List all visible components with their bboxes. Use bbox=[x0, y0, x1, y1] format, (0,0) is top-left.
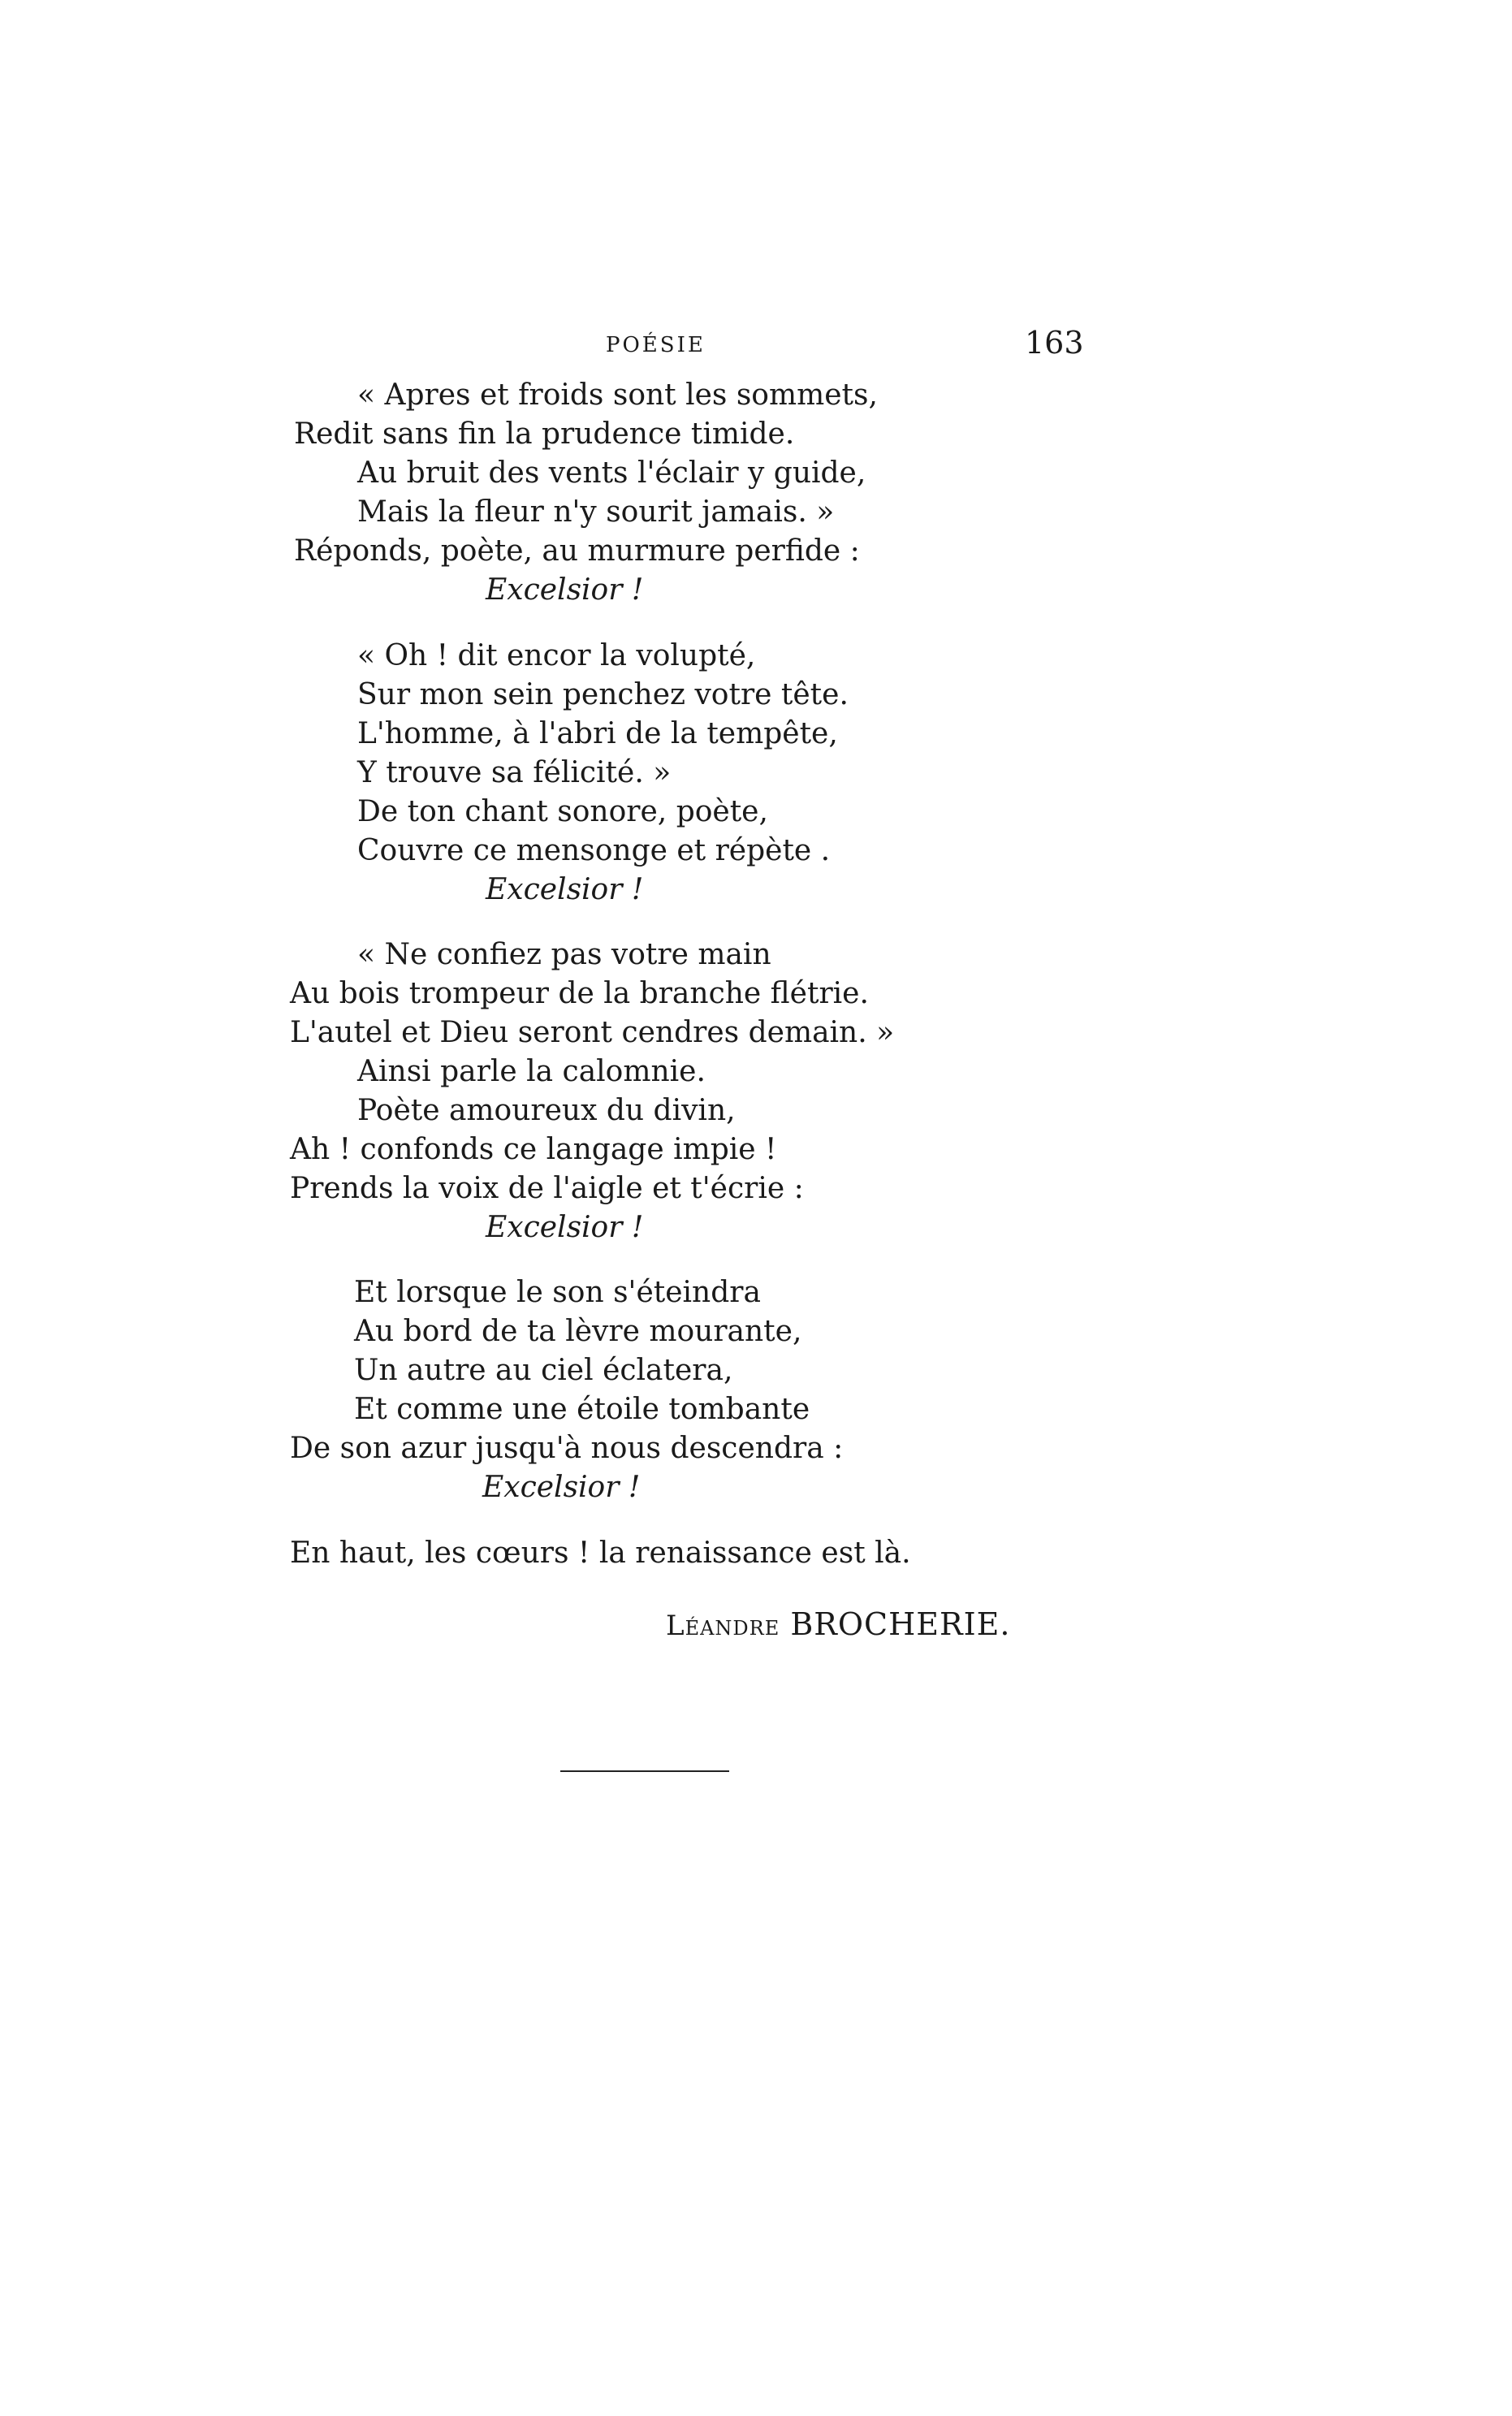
poem-line: Au bruit des vents l'éclair y guide, bbox=[357, 456, 866, 490]
poem-line: Y trouve sa félicité. » bbox=[357, 756, 672, 789]
closing-line: En haut, les cœurs ! la renaissance est là. bbox=[290, 1536, 911, 1570]
poem-line: Et lorsque le son s'éteindra bbox=[354, 1276, 761, 1309]
poem-line: Ah ! confonds ce langage impie ! bbox=[290, 1133, 777, 1166]
author-first-name: Léandre bbox=[666, 1610, 780, 1642]
running-title: POÉSIE bbox=[606, 333, 706, 357]
poem-line: Prends la voix de l'aigle et t'écrie : bbox=[290, 1172, 804, 1205]
page-number: 163 bbox=[1025, 325, 1084, 361]
poem-line: L'autel et Dieu seront cendres demain. » bbox=[290, 1016, 895, 1049]
poem-line: Mais la fleur n'y sourit jamais. » bbox=[357, 495, 835, 529]
refrain-line: Excelsior ! bbox=[486, 1211, 644, 1244]
poem-line: Couvre ce mensonge et répète . bbox=[357, 834, 831, 867]
section-divider bbox=[560, 1770, 729, 1772]
author-signature bbox=[666, 1606, 1010, 1642]
poem-line: « Ne confiez pas votre main bbox=[357, 938, 771, 971]
poem-line: L'homme, à l'abri de la tempête, bbox=[357, 717, 838, 750]
poem-line: De ton chant sonore, poète, bbox=[357, 795, 768, 828]
poem-line: Un autre au ciel éclatera, bbox=[354, 1354, 733, 1387]
refrain-line: Excelsior ! bbox=[486, 573, 644, 607]
poem-line: Réponds, poète, au murmure perfide : bbox=[294, 534, 860, 568]
poem-line: Redit sans fin la prudence timide. bbox=[294, 417, 795, 451]
refrain-line: Excelsior ! bbox=[482, 1471, 641, 1504]
poem-line: Au bord de ta lèvre mourante, bbox=[354, 1315, 802, 1348]
poem-line: « Oh ! dit encor la volupté, bbox=[357, 639, 756, 672]
poem-line: Au bois trompeur de la branche flétrie. bbox=[290, 977, 869, 1010]
poem-line: Ainsi parle la calomnie. bbox=[357, 1055, 706, 1088]
poem-line: Et comme une étoile tombante bbox=[354, 1393, 810, 1426]
refrain-line: Excelsior ! bbox=[486, 873, 644, 906]
author-last-name: BROCHERIE. bbox=[790, 1606, 1011, 1642]
poem-line: De son azur jusqu'à nous descendra : bbox=[290, 1432, 844, 1465]
poem-line: Sur mon sein penchez votre tête. bbox=[357, 678, 849, 711]
poem-line: Poète amoureux du divin, bbox=[357, 1094, 736, 1127]
poem-line: « Apres et froids sont les sommets, bbox=[357, 378, 878, 412]
